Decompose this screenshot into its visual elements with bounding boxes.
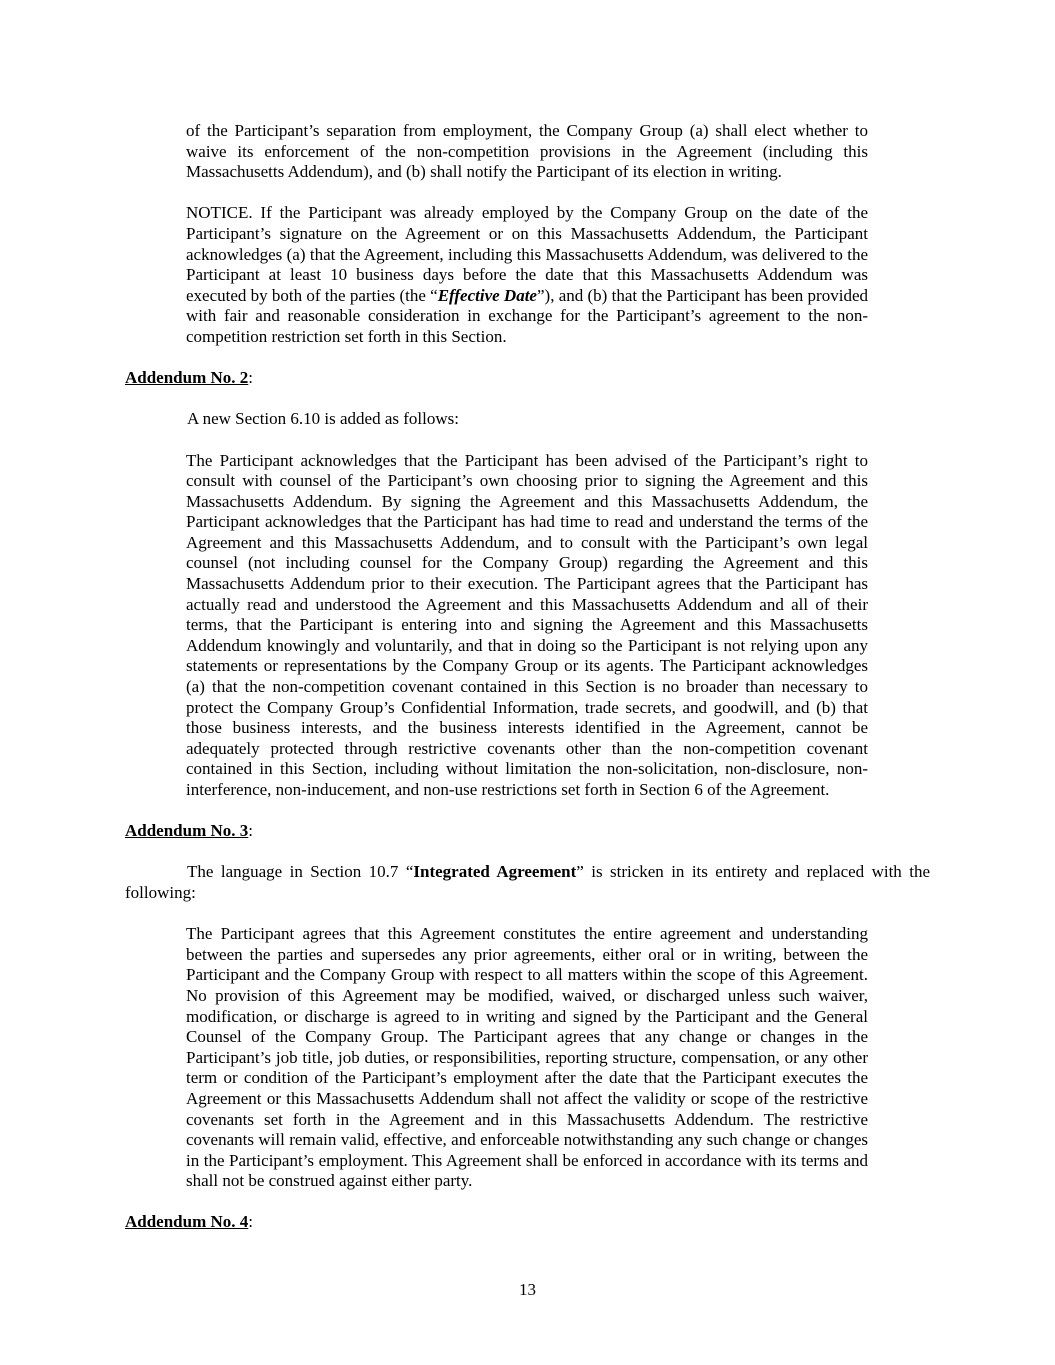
text-run: The Participant agrees that this Agreement constitutes the entire agreement and understanding between the parties and supersedes any prior agreements, either oral or in writing, between the Participant and the Company Group with respect to all matters within the scope of this Agreement. No provision of this Agreement may be modified, waived, or discharged unless such waiver, modification, or discharge is agreed to in writing and signed by the Participant and the General Counsel of the Company Group. The Participant agrees that any change or changes in the Participant’s job title, job duties, or responsibilities, reporting structure, compensation, or any other term or condition of the Participant’s employment after the date that the Participant executes the Agreement or this Massachusetts Addendum shall not affect the validity or scope of the restrictive covenants set forth in the Agreement and in this Massachusetts Addendum. The restrictive covenants will remain valid, effective, and enforceable notwithstanding any such change or changes in the Participant’s employment. This Agreement shall be enforced in accordance with its terms and shall not be construed against either party. [186, 924, 868, 1191]
text-run: Addendum No. 3 [125, 821, 249, 841]
text-run: ” is stricken in its entirety and replaced with the following: [125, 862, 930, 902]
text-run: A new Section 6.10 is added as follows: [187, 409, 459, 429]
text-run: Effective Date [437, 285, 537, 305]
paragraph-new-section-610 [125, 409, 930, 430]
text-run: : [248, 821, 254, 841]
text-run: : [248, 368, 254, 388]
text-run: Integrated Agreement [413, 862, 577, 882]
document-body [125, 121, 930, 1254]
text-run: The Participant acknowledges that the Participant has been advised of the Participant’s right to consult with counsel of the Participant’s own choosing prior to signing the Agreement and this Massachusetts Addendum. By signing the Agreement and this Massachusetts Addendum, the Participant acknowledges that the Participant has had time to read and understand the terms of the Agreement and this Massachusetts Addendum, and to consult with the Participant’s own legal counsel (not including counsel for the Company Group) regarding the Agreement and this Massachusetts Addendum prior to their execution. The Participant agrees that the Participant has actually read and understood the Agreement and this Massachusetts Addendum and all of their terms, that the Participant is entering into and signing the Agreement and this Massachusetts Addendum knowingly and voluntarily, and that in doing so the Participant is not relying upon any statements or representations by the Company Group or its agents. The Participant acknowledges (a) that the non-competition covenant contained in this Section is no broader than necessary to protect the Company Group’s Confidential Information, trade secrets, and goodwill, and (b) that those business interests, and the business interests identified in the Agreement, cannot be adequately protected through restrictive covenants other than the non-competition covenant contained in this Section, including without limitation the non-solicitation, non-disclosure, non-interference, non-inducement, and non-use restrictions set forth in Section 6 of the Agreement. [186, 450, 868, 799]
paragraph-separation-election [186, 121, 868, 183]
text-run: NOTICE. If the Participant was already employed by the Company Group on the date of the Participant’s signature on the Agreement or on this Massachusetts Addendum, the Participant acknowledges (a) that the Agreement, including this Massachusetts Addendum, was delivered to the Participant at least 10 business days before the date that this Massachusetts Addendum was executed by both of the parties (the “ [186, 203, 868, 305]
paragraph-section-610-text [186, 451, 868, 801]
heading-addendum-no-2 [125, 368, 930, 389]
heading-addendum-no-4 [125, 1212, 930, 1233]
paragraph-section-107-stricken [125, 862, 930, 903]
text-run: Addendum No. 4 [125, 1212, 249, 1232]
text-run: : [248, 1212, 254, 1232]
text-run: The language in Section 10.7 “ [187, 862, 414, 882]
heading-addendum-no-3 [125, 821, 930, 842]
text-run: Addendum No. 2 [125, 368, 249, 388]
paragraph-integrated-agreement-text [186, 924, 868, 1192]
page-number: 13 [519, 1280, 536, 1299]
text-run: of the Participant’s separation from employment, the Company Group (a) shall elect whether to waive its enforcement of the non-competition provisions in the Agreement (including this Massachusetts Addendum), and (b) shall notify the Participant of its election in writing. [186, 121, 868, 182]
text-run: ”), and (b) that the Participant has been provided with fair and reasonable consideration in exchange for the Participant’s agreement to the non-competition restriction set forth in this Section. [186, 285, 868, 346]
paragraph-notice [186, 203, 868, 347]
